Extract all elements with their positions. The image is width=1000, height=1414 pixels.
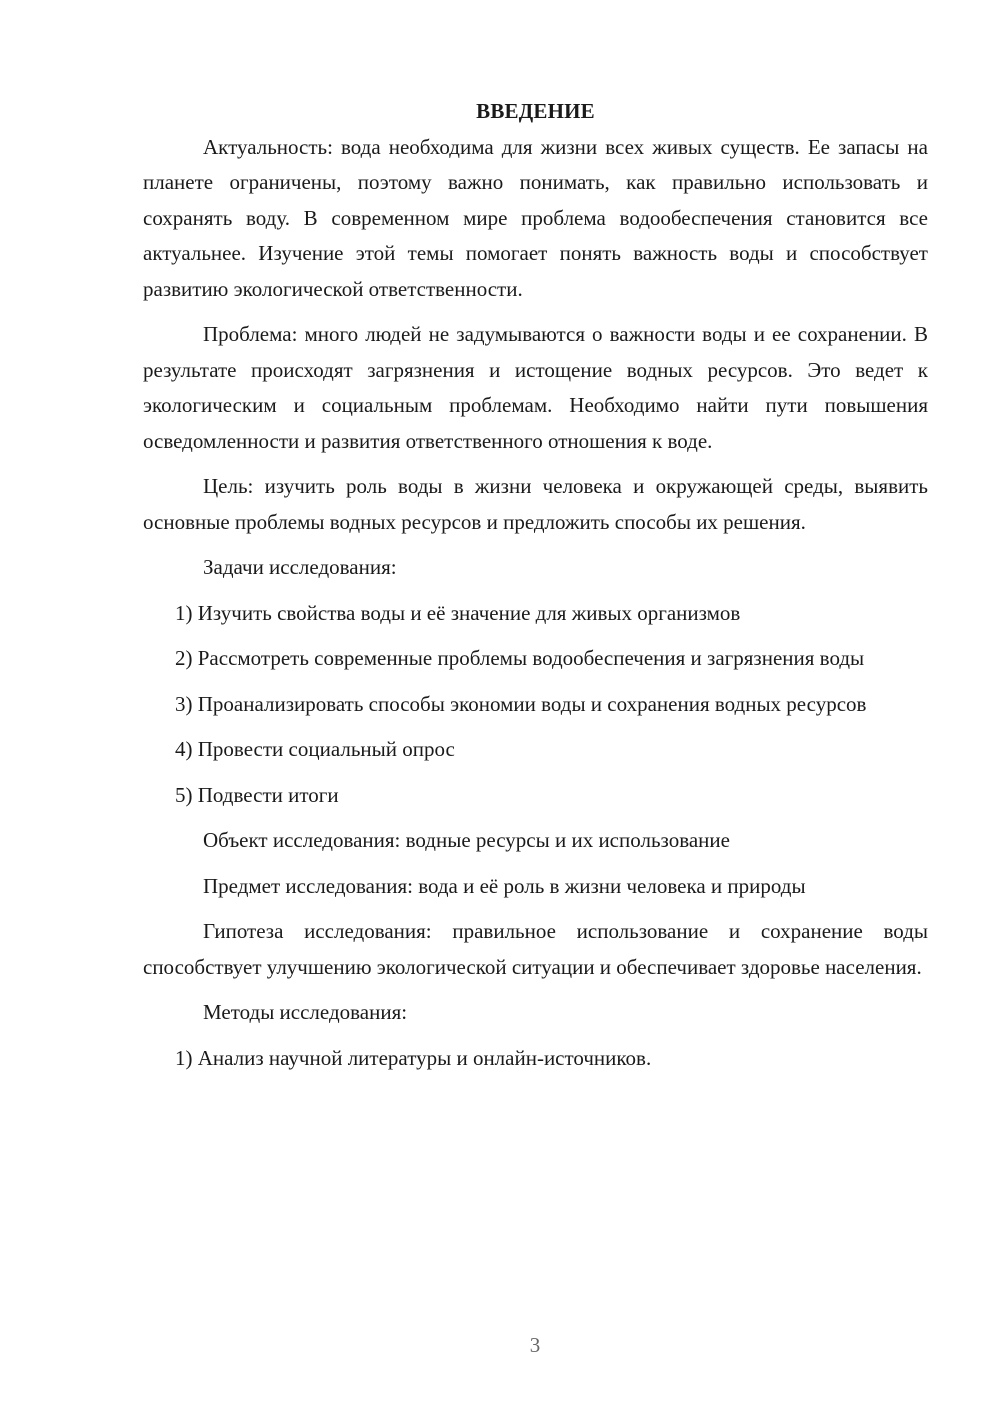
method-item-1: 1) Анализ научной литературы и онлайн-источников. bbox=[175, 1045, 652, 1070]
methods-title: Методы исследования: bbox=[203, 1000, 408, 1024]
object-paragraph: Объект исследования: водные ресурсы и их использование bbox=[203, 828, 730, 852]
goal-paragraph: Цель: изучить роль воды в жизни человека и окружающей среды, выявить основные проблемы водных ресурсов и предложить способы их решения. bbox=[143, 474, 928, 534]
task-item-1: 1) Изучить свойства воды и её значение для живых организмов bbox=[175, 600, 741, 625]
tasks-title: Задачи исследования: bbox=[203, 555, 397, 579]
relevance-paragraph: Актуальность: вода необходима для жизни всех живых существ. Ее запасы на планете ограничены, поэтому важно понимать, как правильно использовать и сохранять воду. В современном мире проблема водообеспечения становится все актуальнее. Изучение этой темы помогает понять важность воды и способствует развитию экологической ответственности. bbox=[143, 134, 928, 301]
page-number: 3 bbox=[529, 1333, 541, 1357]
subject-paragraph: Предмет исследования: вода и её роль в жизни человека и природы bbox=[203, 873, 806, 898]
page-content bbox=[143, 94, 928, 1076]
task-item-5: 5) Подвести итоги bbox=[175, 782, 339, 807]
hypothesis-paragraph: Гипотеза исследования: правильное использование и сохранение воды способствует улучшению экологической ситуации и обеспечивает здоровье населения. bbox=[143, 919, 928, 979]
section-heading: ВВЕДЕНИЕ bbox=[476, 99, 595, 123]
task-item-3: 3) Проанализировать способы экономии воды и сохранения водных ресурсов bbox=[175, 691, 867, 716]
task-item-4: 4) Провести социальный опрос bbox=[175, 737, 455, 761]
task-item-2: 2) Рассмотреть современные проблемы водообеспечения и загрязнения воды bbox=[175, 646, 865, 670]
problem-paragraph: Проблема: много людей не задумываются о важности воды и ее сохранении. В результате происходят загрязнения и истощение водных ресурсов. Это ведет к экологическим и социальным проблемам. Необходимо найти пути повышения осведомленности и развития ответственного отношения к воде. bbox=[143, 322, 928, 453]
